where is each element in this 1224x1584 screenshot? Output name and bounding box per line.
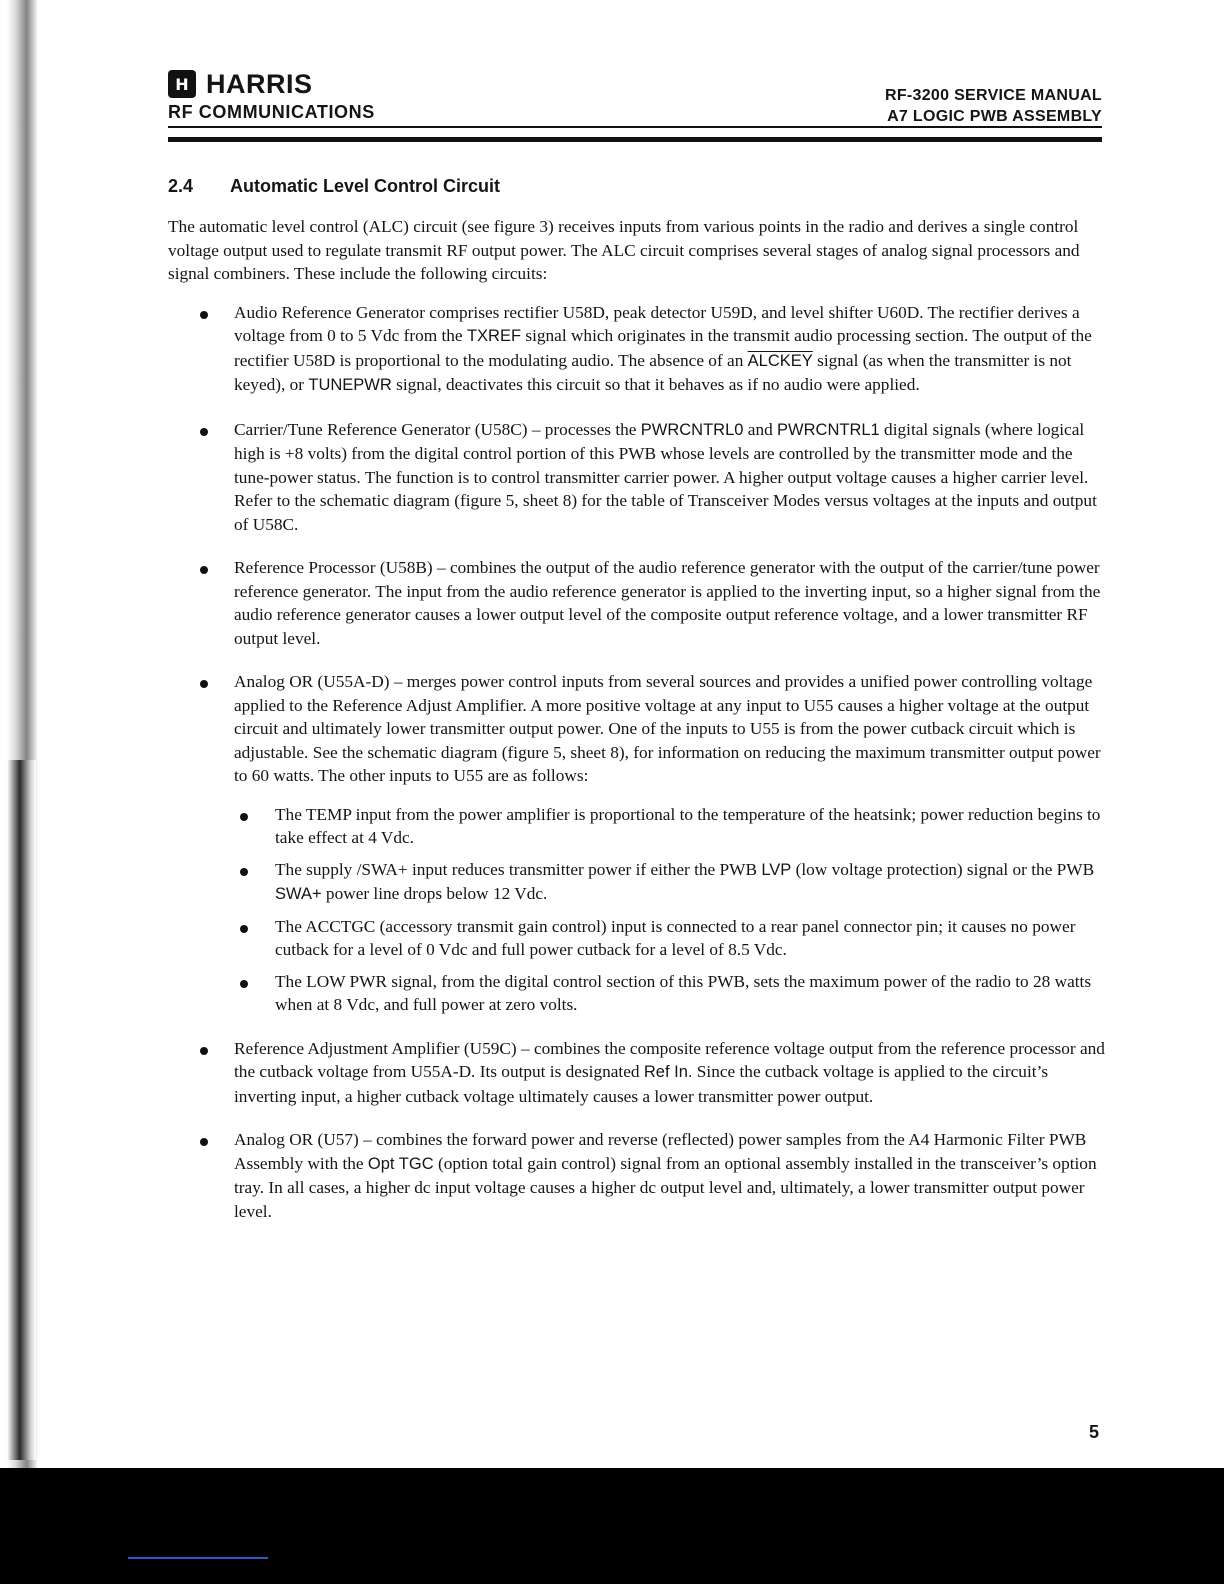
division-name: RF COMMUNICATIONS bbox=[168, 102, 375, 122]
header-rule-thick bbox=[168, 137, 1102, 142]
signal-pwrcntrl0: PWRCNTRL0 bbox=[640, 420, 744, 439]
bullet-icon bbox=[240, 980, 248, 988]
bullet-icon bbox=[240, 813, 248, 821]
signal-lvp: LVP bbox=[761, 860, 792, 879]
scan-binding-edge bbox=[0, 760, 36, 1460]
sub-item-acctgc-input: The ACCTGC (accessory transmit gain control) input is connected to a rear panel connector pin; it causes no power cutback for a level of 0 Vdc and full power cutback for a level of 8.5 Vdc. bbox=[234, 915, 1108, 962]
sub-item-low-pwr-signal: The LOW PWR signal, from the digital control section of this PWB, sets the maximum power of the radio to 28 watts when at 8 Vdc, and full power at zero volts. bbox=[234, 970, 1108, 1017]
sub-item-temp-input: The TEMP input from the power amplifier is proportional to the temperature of the heatsink; power reduction begins to take effect at 4 Vdc. bbox=[234, 803, 1108, 850]
manual-title: RF-3200 SERVICE MANUAL bbox=[884, 87, 1102, 104]
scan-link-underline bbox=[128, 1557, 268, 1559]
sub-item-swa-input: The supply /SWA+ input reduces transmitter power if either the PWB LVP (low voltage protection) signal or the PWB SWA+ power line drops below 12 Vdc. bbox=[234, 858, 1108, 907]
bullet-icon bbox=[200, 311, 208, 319]
header-titles bbox=[885, 85, 1102, 127]
section-heading bbox=[168, 176, 500, 197]
section-title: Automatic Level Control Circuit bbox=[230, 176, 501, 196]
signal-pwrcntrl1: PWRCNTRL1 bbox=[777, 420, 880, 439]
bullet-icon bbox=[200, 1138, 208, 1146]
assembly-title: A7 LOGIC PWB ASSEMBLY bbox=[887, 108, 1102, 125]
header-rule-thin bbox=[168, 126, 1102, 128]
circuit-list bbox=[168, 301, 1108, 1224]
list-item-reference-processor: Reference Processor (U58B) – combines the output of the audio reference generator with the output of the carrier/tune power reference generator. The input from the audio reference generator is applied to the inverting input, so a higher signal from the audio reference generator causes a lower output level of the composite output reference voltage, and a lower transmitter RF output level. bbox=[168, 556, 1108, 650]
logo-row bbox=[168, 70, 375, 98]
harris-logo-icon: H bbox=[168, 70, 196, 98]
signal-tunepwr: TUNEPWR bbox=[308, 376, 392, 394]
bullet-icon bbox=[200, 1047, 208, 1055]
bullet-icon bbox=[240, 868, 248, 876]
bullet-icon bbox=[200, 680, 208, 688]
list-item-analog-or-u55: Analog OR (U55A-D) – merges power control inputs from several sources and provides a unified power controlling voltage applied to the Reference Adjust Amplifier. A more positive voltage at any input to U55 causes a higher voltage at the output circuit and ultimately lower transmitter output power. One of the inputs to U55 is from the power cutback circuit which is adjustable. See the schematic diagram (figure 5, sheet 8), for information on reducing the maximum transmitter output power to 60 watts. The other inputs to U55 are as follows: The TEMP input from the power amplifier is proportional to the temperature of the heatsink; power reduction begins to take effect at 4 Vdc. The supply /SWA+ input reduces transmitter power if either the PWB LVP (low voltage protection) signal or the PWB SWA+ power line drops below 12 Vdc. The ACCTGC (accessory transmit gain control) input is connected to a rear panel connector pin; it causes no power cutback for a level of 0 Vdc and full power cutback for a level of 8.5 Vdc. The LOW PWR signal, from the digital control section of this PWB, sets the maximum power of the radio to 28 watts when at 8 Vdc, and full power at zero volts. bbox=[168, 670, 1108, 1017]
signal-ref-in: Ref In. bbox=[643, 1063, 693, 1081]
scan-bottom-border bbox=[0, 1468, 1224, 1584]
header-brand bbox=[168, 70, 375, 123]
bullet-icon bbox=[240, 925, 248, 933]
bullet-icon bbox=[200, 566, 208, 574]
brand-name: HARRIS bbox=[206, 69, 313, 99]
bullet-icon bbox=[200, 428, 208, 436]
list-item-carrier-tune-reference: Carrier/Tune Reference Generator (U58C) – processes the PWRCNTRL0 and PWRCNTRL1 digital signals (where logical high is +8 volts) from the digital control portion of this PWB whose levels are controlled by the transmitter mode and the tune-power status. The function is to control transmitter carrier power. A higher output voltage causes a higher carrier level. Refer to the schematic diagram (figure 5, sheet 8) for the table of Transceiver Modes versus voltages at the inputs and output of U58C. bbox=[168, 418, 1108, 537]
u55-inputs-list bbox=[234, 803, 1108, 1017]
section-body bbox=[168, 215, 1108, 1243]
page-number: 5 bbox=[1088, 1422, 1099, 1442]
list-item-audio-reference-generator: Audio Reference Generator comprises rectifier U58D, peak detector U59D, and level shifter U60D. The rectifier derives a voltage from 0 to 5 Vdc from the TXREF signal which originates in the transmit audio processing section. The output of the rectifier U58D is proportional to the modulating audio. The absence of an ALCKEY signal (as when the transmitter is not keyed), or TUNEPWR signal, deactivates this circuit so that it behaves as if no audio were applied. bbox=[168, 301, 1108, 398]
list-item-analog-or-u57: Analog OR (U57) – combines the forward power and reverse (reflected) power samples from the A4 Harmonic Filter PWB Assembly with the Opt TGC (option total gain control) signal from an optional assembly installed in the transceiver’s option tray. In all cases, a higher dc input voltage causes a higher dc output level and, ultimately, a lower transmitter output power level. bbox=[168, 1128, 1108, 1223]
intro-paragraph: The automatic level control (ALC) circuit (see figure 3) receives inputs from various points in the radio and derives a single control voltage output used to regulate transmit RF output power. The ALC circuit comprises several stages of analog signal processors and signal combiners. These include the following circuits: bbox=[168, 217, 1080, 283]
signal-swa: SWA+ bbox=[275, 885, 322, 903]
signal-opt-tgc: Opt TGC bbox=[367, 1154, 434, 1173]
signal-txref: TXREF bbox=[466, 327, 522, 345]
signal-alckey: ALCKEY bbox=[747, 351, 813, 370]
section-number: 2.4 bbox=[168, 176, 194, 196]
list-item-reference-adjustment-amplifier: Reference Adjustment Amplifier (U59C) – combines the composite reference voltage output from the reference processor and the cutback voltage from U55A-D. Its output is designated Ref In. Since the cutback voltage is applied to the circuit’s inverting input, a higher cutback voltage ultimately causes a lower transmitter power output. bbox=[168, 1037, 1108, 1109]
